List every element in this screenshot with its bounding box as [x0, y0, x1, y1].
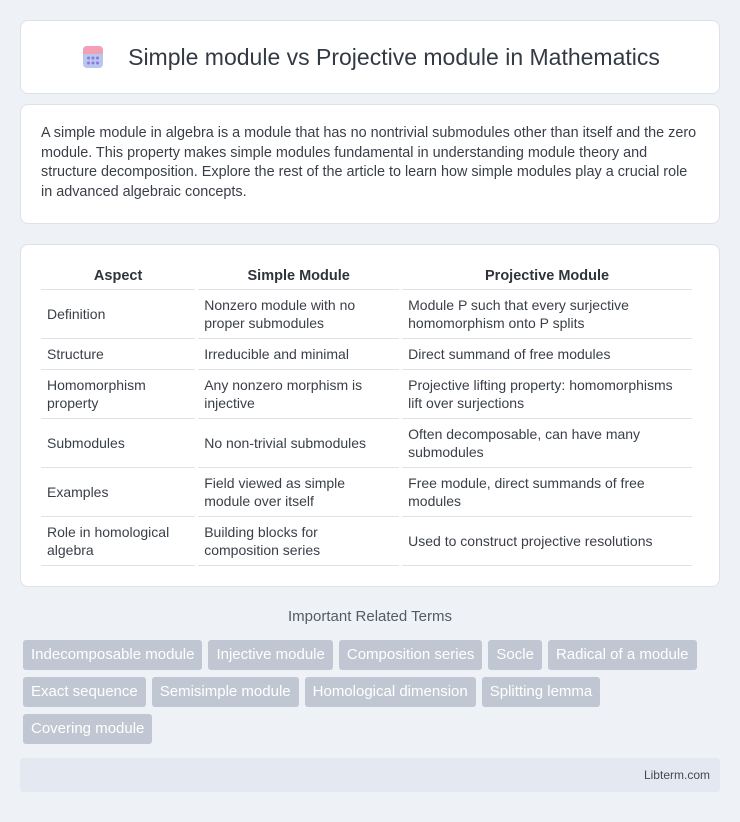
related-term-tag[interactable]: Homological dimension	[305, 677, 476, 707]
header-projective-module: Projective Module	[402, 263, 692, 290]
cell-aspect: Definition	[41, 290, 195, 339]
table-row	[41, 339, 692, 370]
related-term-tag[interactable]: Injective module	[208, 640, 332, 670]
related-term-tag[interactable]: Semisimple module	[152, 677, 299, 707]
table-row	[41, 517, 692, 566]
cell-projective: Direct summand of free modules	[402, 339, 692, 370]
intro-card	[20, 104, 720, 224]
cell-simple: Building blocks for composition series	[198, 517, 399, 566]
cell-simple: Nonzero module with no proper submodules	[198, 290, 399, 339]
header-simple-module: Simple Module	[198, 263, 399, 290]
table-row	[41, 468, 692, 517]
cell-simple: Irreducible and minimal	[198, 339, 399, 370]
related-terms-list	[23, 640, 723, 744]
comparison-card	[20, 244, 720, 587]
intro-text: A simple module in algebra is a module that has no nontrivial submodules other than itself and the zero module. This property makes simple modules fundamental in understanding module theory and structure decomposition. Explore the rest of the article to learn how simple modules play a crucial role in advanced algebraic concepts.	[41, 125, 697, 200]
cell-projective: Used to construct projective resolutions	[402, 517, 692, 566]
page-title: Simple module vs Projective module in Mathematics	[128, 43, 660, 70]
footer	[20, 758, 720, 792]
table-header-row	[41, 263, 692, 290]
related-term-tag[interactable]: Composition series	[339, 640, 483, 670]
related-term-tag[interactable]: Socle	[488, 640, 542, 670]
footer-brand-link[interactable]: Libterm.com	[643, 768, 710, 782]
related-term-tag[interactable]: Indecomposable module	[23, 640, 202, 670]
header-card	[20, 20, 720, 94]
cell-simple: Any nonzero morphism is injective	[198, 370, 399, 419]
cell-projective: Projective lifting property: homomorphisms lift over surjections	[402, 370, 692, 419]
cell-simple: No non-trivial submodules	[198, 419, 399, 468]
cell-projective: Free module, direct summands of free modules	[402, 468, 692, 517]
cell-aspect: Examples	[41, 468, 195, 517]
cell-projective: Often decomposable, can have many submodules	[402, 419, 692, 468]
cell-aspect: Submodules	[41, 419, 195, 468]
comparison-table	[38, 263, 695, 566]
related-term-tag[interactable]: Covering module	[23, 714, 152, 744]
related-term-tag[interactable]: Radical of a module	[548, 640, 697, 670]
calculator-icon	[80, 44, 106, 70]
table-row	[41, 370, 692, 419]
table-row	[41, 419, 692, 468]
table-row	[41, 290, 692, 339]
cell-aspect: Homomorphism property	[41, 370, 195, 419]
header-aspect: Aspect	[41, 263, 195, 290]
cell-aspect: Role in homological algebra	[41, 517, 195, 566]
related-term-tag[interactable]: Splitting lemma	[482, 677, 601, 707]
related-term-tag[interactable]: Exact sequence	[23, 677, 146, 707]
cell-aspect: Structure	[41, 339, 195, 370]
cell-simple: Field viewed as simple module over itself	[198, 468, 399, 517]
cell-projective: Module P such that every surjective homomorphism onto P splits	[402, 290, 692, 339]
related-terms-title: Important Related Terms	[288, 608, 452, 625]
